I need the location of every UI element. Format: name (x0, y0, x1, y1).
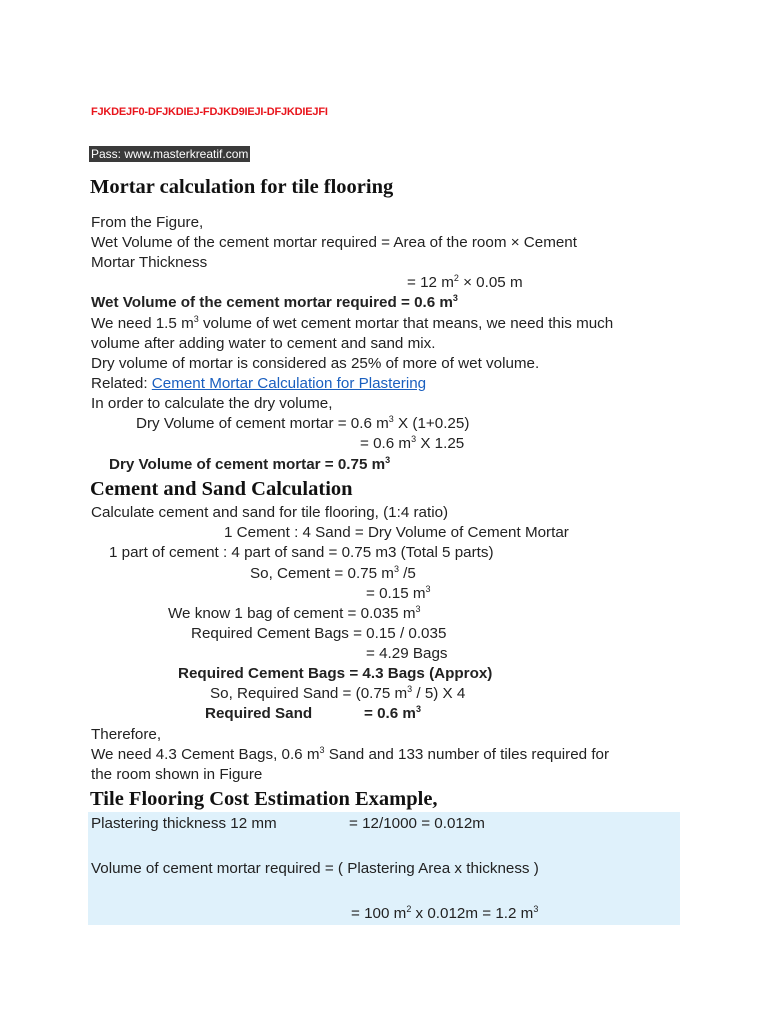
section-title-cement-sand: Cement and Sand Calculation (90, 478, 353, 500)
result-sand-label: Required Sand (205, 705, 313, 722)
related-link[interactable]: Cement Mortar Calculation for Plastering (151, 375, 427, 392)
text-line: We need 4.3 Cement Bags, 0.6 $m^3$ Sand and 133 number of tiles required for (91, 745, 610, 763)
formula-line: Volume of cement mortar required = ( Plastering Area x thickness ) (91, 860, 539, 877)
formula-line: 1 part of cement : 4 part of sand = 0.75 m3 (Total 5 parts) (109, 544, 494, 561)
text-line: Wet Volume of the cement mortar required = Area of the room × Cement (91, 234, 577, 251)
result-dry-volume: Dry Volume of cement mortar = 0.75 $m^3$ (109, 455, 391, 473)
text-line: From the Figure, (91, 214, 204, 231)
result-cement-bags: Required Cement Bags = 4.3 Bags (Approx) (178, 665, 493, 682)
header-code: FJKDEJF0-DFJKDIEJ-FDJKD9IEJI-DFJKDIEJFI (91, 106, 328, 118)
formula-line: = 100 $m^2$ x 0.012m = 1.2 $m^3$ (351, 904, 539, 922)
formula-line: = 0.15 $m^3$ (366, 584, 431, 602)
password-banner: Pass: www.masterkreatif.com (91, 147, 249, 161)
formula-line: Required Cement Bags = 0.15 / 0.035 (191, 625, 447, 642)
section-title-mortar: Mortar calculation for tile flooring (90, 176, 394, 198)
formula-line: = 4.29 Bags (366, 645, 448, 662)
formula-line: So, Cement = 0.75 $m^3$ /5 (250, 564, 416, 582)
text-line: the room shown in Figure (91, 766, 263, 783)
section-title-cost-estimation: Tile Flooring Cost Estimation Example, (90, 788, 438, 810)
text-line: volume after adding water to cement and sand mix. (91, 335, 436, 352)
text-line: Therefore, (91, 726, 162, 743)
result-wet-volume: Wet Volume of the cement mortar required = 0.6 $m^3$ (91, 293, 458, 311)
formula-line: = 12/1000 = 0.012m (349, 815, 485, 832)
formula-line: = 0.6 $m^3$ X 1.25 (360, 434, 465, 452)
formula-line: So, Required Sand = (0.75 $m^3 / 5$) X 4 (210, 684, 466, 702)
result-sand-value: = 0.6 $m^3$ (364, 704, 421, 722)
text-line: Mortar Thickness (91, 254, 208, 271)
formula-line: We know 1 bag of cement = 0.035 $m^3$ (168, 604, 421, 622)
text-line: In order to calculate the dry volume, (91, 395, 333, 412)
related-line: Related: Cement Mortar Calculation for Plastering (91, 375, 427, 392)
formula-line: = 12 $m^2 \times 0.05$ m (407, 273, 523, 291)
formula-line: 1 Cement : 4 Sand = Dry Volume of Cement Mortar (224, 524, 569, 541)
formula-line: Dry Volume of cement mortar = 0.6 $m^3$ X (1+0.25) (136, 414, 470, 432)
text-line: Calculate cement and sand for tile flooring, (1:4 ratio) (91, 504, 449, 521)
formula-line: Plastering thickness 12 mm (91, 815, 277, 832)
text-line: We need 1.5 $m^3$ volume of wet cement mortar that means, we need this much (91, 314, 614, 332)
text-line: Dry volume of mortar is considered as 25% of more of wet volume. (91, 355, 540, 372)
